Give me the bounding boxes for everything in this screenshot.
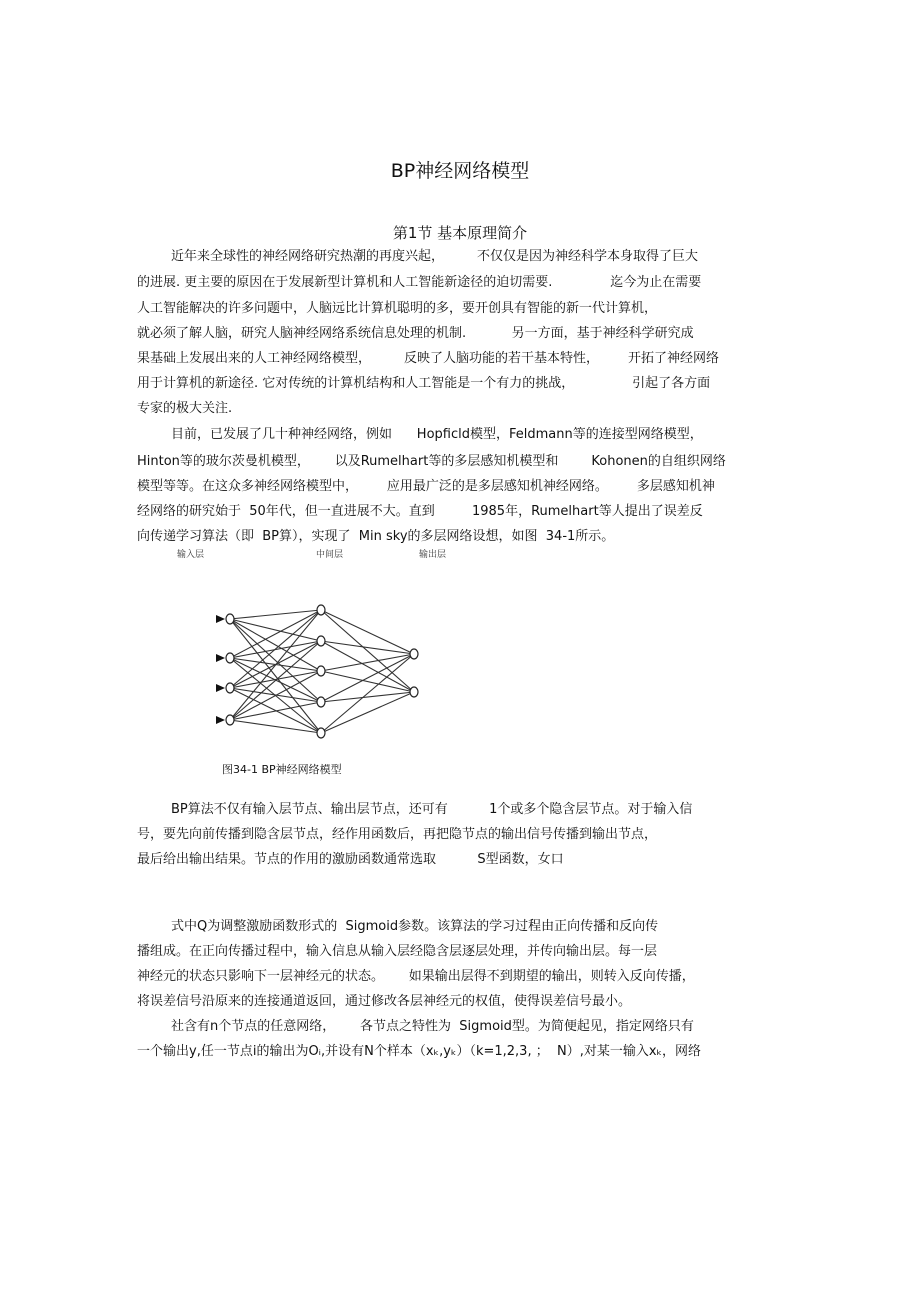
input-node [226, 614, 234, 624]
paragraph-line: 将误差信号沿原来的连接通道返回，通过修改各层神经元的权值，使得误差信号最小。 [137, 994, 632, 1009]
output-node [410, 649, 418, 659]
hidden-node [317, 666, 325, 676]
output-node [410, 687, 418, 697]
hidden-node [317, 636, 325, 646]
connection-line [230, 671, 321, 688]
paragraph-line: 用于计算机的新途径. 它对传统的计算机结构和人工智能是一个有力的挑战， 引起了各方面 [137, 376, 711, 391]
input-node [226, 715, 234, 725]
paragraph-line: 社含有n个节点的任意网络， 各节点之特性为 Sigmoid型。为简便起见，指定网络只有 [171, 1019, 694, 1034]
paragraph-line: 目前，已发展了几十种神经网络，例如 Hopficld模型，Feldmann等的连接型网络模型， [171, 427, 703, 442]
connection-line [321, 671, 414, 692]
input-arrow-icon [216, 654, 225, 662]
section-heading: 第1节 基本原理简介 [392, 224, 528, 242]
paragraph-line: 经网络的研究始于 50年代，但一直进展不大。直到 1985年，Rumelhart等人提出了误差反 [137, 504, 703, 519]
input-layer-label: 输入层 [177, 550, 205, 560]
paragraph-line: 播组成。在正向传播过程中，输入信息从输入层经隐含层逐层处理，并传向输出层。每一层 [137, 944, 658, 959]
paragraph-line: 神经元的状态只影响下一层神经元的状态。 如果输出层得不到期望的输出，则转入反向传播， [137, 969, 695, 984]
paragraph-line: 模型等等。在这众多神经网络模型中， 应用最广泛的是多层感知机神经网络。 多层感知机神 [137, 479, 715, 494]
paragraph-line: Hinton等的玻尔茨曼机模型， 以及Rumelhart等的多层感知机模型和 Kohonen的自组织网络 [137, 454, 726, 469]
paragraph-line: 的进展. 更主要的原因在于发展新型计算机和人工智能新途径的迫切需要. 迄今为止在需要 [137, 275, 702, 290]
paragraph-line: 近年来全球性的神经网络研究热潮的再度兴起， 不仅仅是因为神经科学本身取得了巨大 [171, 249, 699, 264]
output-layer-label: 输出层 [419, 550, 447, 560]
paragraph-line: 果基础上发展出来的人工神经网络模型， 反映了人脑功能的若干基本特性， 开拓了神经网络 [137, 351, 719, 366]
paragraph-line: 人工智能解决的许多问题中，人脑远比计算机聪明的多，要开创具有智能的新一代计算机， [137, 301, 658, 316]
paragraph-line: 向传递学习算法（即 BP算），实现了 Min sky的多层网络设想，如图 34-1所示。 [137, 529, 615, 544]
connection-line [321, 692, 414, 733]
paragraph-line: 最后给出输出结果。节点的作用的激励函数通常选取 S型函数，女口 [137, 852, 564, 867]
hidden-layer-label: 中间层 [316, 550, 344, 560]
paragraph-line: 号，要先向前传播到隐含层节点，经作用函数后，再把隐节点的输出信号传播到输出节点， [137, 827, 658, 842]
paragraph-line: 专家的极大关注. [137, 401, 233, 416]
connection-line [321, 654, 414, 671]
document-title: BP神经网络模型 [390, 160, 530, 182]
hidden-node [317, 728, 325, 738]
input-node [226, 653, 234, 663]
input-arrow-icon [216, 684, 225, 692]
hidden-node [317, 605, 325, 615]
paragraph-line: 就必须了解人脑，研究人脑神经网络系统信息处理的机制. 另一方面，基于神经科学研究成 [137, 326, 694, 341]
connection-line [230, 702, 321, 720]
neural-network-diagram [210, 600, 430, 745]
input-node [226, 683, 234, 693]
input-arrow-icon [216, 615, 225, 623]
paragraph-line: BP算法不仅有输入层节点、输出层节点，还可有 1个或多个隐含层节点。对于输入信 [171, 802, 693, 817]
paragraph-line: 一个输出y,任一节点i的输出为Oᵢ,并设有N个样本（xₖ,yₖ）（k=1,2,3, ； N）,对某一输入xₖ，网络 [137, 1044, 702, 1059]
connection-line [321, 654, 414, 702]
hidden-node [317, 697, 325, 707]
paragraph-line: 式中Q为调整激励函数形式的 Sigmoid参数。该算法的学习过程由正向传播和反向传 [171, 919, 659, 934]
input-arrows [216, 615, 225, 724]
input-arrow-icon [216, 716, 225, 724]
figure-caption: 图34-1 BP神经网络模型 [222, 763, 342, 776]
connection-line [321, 610, 414, 692]
